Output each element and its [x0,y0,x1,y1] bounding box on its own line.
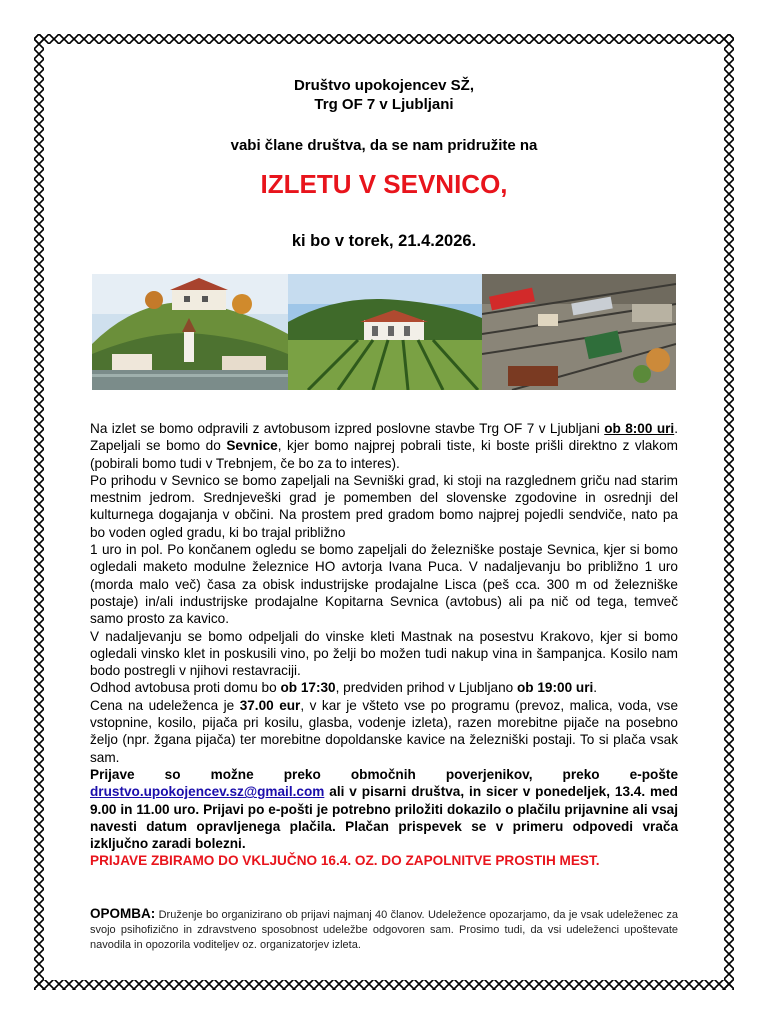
email-link[interactable]: drustvo.upokojencev.sz@gmail.com [90,784,325,800]
note-label: OPOMBA: [90,906,156,921]
vineyard-photo [288,274,482,390]
destination-name: Sevnice [226,438,278,454]
note-text: Druženje bo organizirano ob prijavi najmanj 40 članov. Udeležence opozarjamo, da je vsak udeleženec za svojo psihofizično in zdravstveno sposobnost udeležbe odgovoren sam. Prosimo tudi, da vsi udeleženci upoštevate navodila in opozorila voditeljev oz. organizatorjev izleta. [90,909,678,951]
invitation-line: vabi člane društva, da se nam pridružite na [230,137,538,154]
photo-strip [92,274,676,390]
text: . Zapeljali se bomo do [90,421,678,454]
price: 37.00 eur [239,697,301,713]
paragraph-price [90,697,678,766]
text: , predviden prihod v Ljubljano [335,680,517,696]
event-description [90,420,678,870]
paragraph-departure [90,420,678,472]
arrival-time: ob 19:00 uri [516,680,594,696]
departure-time: ob 8:00 uri [604,421,675,436]
organization-address: Trg OF 7 v Ljubljani [314,96,454,113]
text: ali v pisarni društva, in sicer v ponedeljek, 13.4. med 9.00 in 11.00 uro. Prijavi po e-pošti je potrebno priložiti dokazilo o plačilu prijavnine ali vsaj navesti datum opravljenega plačila. Plačan prispevek se v primeru odpovedi vrača izključno zaradi bolezni. [90,784,678,852]
paragraph-return [90,679,678,696]
text: Cena na udeleženca je [90,697,240,713]
text: , v kar je všteto vse po programu (prevoz, malica, voda, vse vstopnine, kosilo, pijača pri kosilu, glasba, vodenje izleta), razen morebitne pijače na posebno željo (npr. žgana pijača) ter morebitne dopoldanske kavice na železniški postaji. To si plača vsak sam. [90,697,679,765]
text: Na izlet se bomo odpravili z avtobusom izpred poslovne stavbe Trg OF 7 v Ljubljani [90,421,605,436]
paragraph-registration [90,766,678,852]
organization-name: Društvo upokojencev SŽ, [293,77,475,94]
model-railway-photo [482,274,676,390]
text: , kjer bomo najprej pobrali tiste, ki boste prišli direktno z vlakom (pobirali bomo tudi v Trebnjem, če bo za to interes). [90,438,678,471]
paragraph-wine-cellar: V nadaljevanju se bomo odpeljali do vinske kleti Mastnak na posestvu Krakovo, kjer si bomo ogledali vinsko klet in poskusili vino, po želji bo možen tudi nakup vina in šampanjca. Kosilo nam bodo postregli v njihovi restavraciji. [90,628,678,679]
castle-hill-photo [92,274,288,390]
note-section [90,906,678,953]
text: . [593,680,598,696]
event-date: ki bo v torek, 21.4.2026. [291,232,477,250]
text: Odhod avtobusa proti domu bo [90,680,281,696]
return-departure-time: ob 17:30 [280,680,336,696]
paragraph-castle: Po prihodu v Sevnico se bomo zapeljali na Sevniški grad, ki stoji na razglednem griču nad starim mestnim jedrom. Srednjeveški grad je pomemben del slovenske zgodovine in osrednji del kulturnega dogajanja v občini. Na prostem pred gradom bomo najprej pojedli sendviče, nato pa bo voden ogled gradu, ki bo trajal približno [90,472,678,540]
page-title: IZLETU V SEVNICO, [260,169,508,199]
text: Prijave so možne preko območnih poverjenikov, preko e-pošte [90,766,678,782]
registration-deadline: PRIJAVE ZBIRAMO DO VKLJUČNO 16.4. OZ. DO ZAPOLNITVE PROSTIH MEST. [90,853,600,869]
paragraph-railway-model: 1 uro in pol. Po končanem ogledu se bomo zapeljali do železniške postaje Sevnica, kjer si bomo ogledali maketo modulne železnice HO avtorja Ivana Puca. V nadaljevanju bo približno 1 uro (morda malo več) časa za obisk industrijske prodajalne Lisca (peš cca. 300 m od železniške postaje) in/ali industrijske prodajalne Kopitarna Sevnica (avtobus) ali pa nič od tega, temveč samo prosto za kavico. [90,542,678,627]
